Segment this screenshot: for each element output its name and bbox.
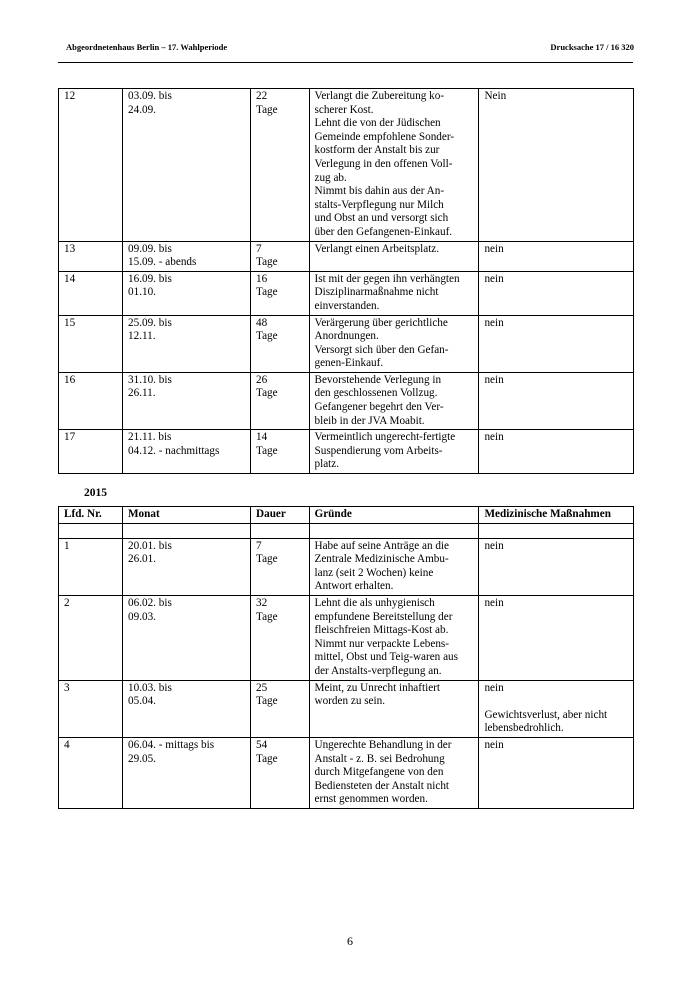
cell-gruende-line: über den Gefangenen-Einkauf. [314,225,453,238]
table-row [59,538,634,595]
cell-lfd-nr: 17 [59,430,123,474]
cell-gruende-line: Gemeinde empfohlene Sonder- [314,130,455,143]
cell-lfd-nr: 15 [59,315,123,372]
cell-dauer [251,737,309,808]
cell-gruende-line: Habe auf seine Anträge an die [314,539,450,552]
cell-gruende-line: scherer Kost. [314,103,374,116]
cell-dauer-line: Tage [256,553,278,566]
cell-monat-line: 21.11. bis [128,431,172,444]
cell-dauer-line: 22 [256,90,268,102]
header-lfd-nr: Lfd. Nr. [59,507,123,524]
cell-monat-line: 29.05. [128,752,156,765]
cell-massnahmen-line: nein [484,681,504,694]
cell-dauer [251,372,309,429]
cell-monat-line: 10.03. bis [128,681,172,694]
cell-gruende-line: Meint, zu Unrecht inhaftiert [314,681,441,694]
cell-gruende-line: Suspendierung vom Arbeits- [314,444,443,457]
cell-gruende-line: Lehnt die als unhygienisch [314,596,435,609]
cell-gruende-line: Bevorstehende Verlegung in [314,373,442,386]
cell-dauer [251,538,309,595]
cell-monat-line: 01.10. [128,286,156,299]
cell-monat-line: 06.02. bis [128,596,172,609]
cell-gruende-line: einverstanden. [314,299,380,312]
cell-gruende-line: Versorgt sich über den Gefan- [314,343,449,356]
cell-massnahmen [479,737,634,808]
cell-monat-line: 12.11. [128,330,156,343]
page-number: 6 [347,934,353,948]
header-left: Abgeordnetenhaus Berlin – 17. Wahlperiode [66,42,228,52]
cell-monat-line: 24.09. [128,103,156,116]
table-2014-continued [58,88,634,474]
cell-massnahmen-line [484,695,628,709]
cell-dauer [251,241,309,271]
header-dauer: Dauer [251,507,309,524]
cell-lfd-nr: 12 [59,89,123,242]
cell-lfd-nr: 16 [59,372,123,429]
header-rule [58,62,633,63]
cell-dauer-line: 7 [256,539,262,552]
cell-dauer-line: Tage [256,256,278,269]
cell-gruende-line: und Obst an und versorgt sich [314,212,449,225]
cell-monat-line: 04.12. - nachmittags [128,444,220,457]
table-row [59,315,634,372]
cell-monat-line: 09.09. bis [128,242,172,255]
cell-gruende [309,271,479,315]
cell-monat [123,315,251,372]
table-2015 [58,506,634,809]
cell-massnahmen: nein [479,315,634,372]
cell-massnahmen: nein [479,271,634,315]
cell-gruende [309,89,479,242]
cell-massnahmen [479,680,634,737]
cell-monat-line: 06.04. - mittags bis [128,738,215,751]
cell-gruende-line: fleischfreien Mittags-Kost ab. [314,624,449,637]
cell-monat [123,538,251,595]
cell-gruende-line: Nimmt nur verpackte Lebens- [314,637,450,650]
header-gruende: Gründe [309,507,479,524]
cell-gruende-line: Verlangt einen Arbeitsplatz. [314,242,440,255]
cell-dauer-line: Tage [256,610,278,623]
cell-gruende-line: Ungerechte Behandlung in der [314,738,452,751]
cell-monat-line: 09.03. [128,610,156,623]
header-spacer-row [59,523,634,538]
cell-gruende-line: kostform der Anstalt bis zur [314,144,440,157]
cell-gruende-line: lanz (seit 2 Wochen) keine [314,566,434,579]
cell-gruende-line: Ist mit der gegen ihn verhängten [314,272,460,285]
cell-gruende-line: genen-Einkauf. [314,357,384,370]
cell-gruende-line: zug ab. [314,171,347,184]
cell-gruende-line: Antwort erhalten. [314,580,394,593]
cell-gruende-line: den geschlossenen Vollzug. [314,387,438,400]
cell-gruende-line: Lehnt die von der Jüdischen [314,117,441,130]
cell-lfd-nr: 3 [59,680,123,737]
cell-massnahmen: Nein [479,89,634,242]
cell-monat-line: 03.09. bis [128,90,172,102]
cell-lfd-nr: 4 [59,737,123,808]
cell-gruende-line: worden zu sein. [314,695,386,708]
table-row [59,595,634,680]
cell-lfd-nr: 13 [59,241,123,271]
cell-gruende-line: der Anstalts-verpflegung an. [314,664,442,677]
cell-gruende [309,372,479,429]
cell-massnahmen: nein [479,430,634,474]
cell-dauer-line: Tage [256,752,278,765]
cell-monat [123,241,251,271]
cell-gruende-line: ernst genommen worden. [314,793,428,806]
cell-gruende-line: mittel, Obst und Teig-waren aus [314,651,458,664]
cell-monat-line: 15.09. - abends [128,256,197,269]
header-monat: Monat [123,507,251,524]
cell-gruende-line: Zentrale Medizinische Ambu- [314,553,449,566]
cell-gruende-line: stalts-Verpflegung nur Milch [314,198,444,211]
cell-monat [123,271,251,315]
cell-gruende [309,430,479,474]
cell-gruende-line: empfundene Bereitstellung der [314,610,453,623]
header-right: Drucksache 17 / 16 320 [550,42,634,52]
cell-dauer [251,89,309,242]
table-row [59,430,634,474]
cell-monat-line: 25.09. bis [128,316,172,329]
cell-massnahmen: nein [479,372,634,429]
cell-gruende-line: Gefangener begehrt den Ver- [314,401,444,414]
cell-gruende-line: durch Mitgefangene von den [314,766,444,779]
table-row [59,241,634,271]
cell-massnahmen-line: nein [484,539,504,552]
cell-dauer [251,271,309,315]
cell-lfd-nr: 2 [59,595,123,680]
cell-dauer-line: Tage [256,444,278,457]
cell-gruende [309,538,479,595]
cell-monat-line: 20.01. bis [128,539,172,552]
cell-monat-line: 16.09. bis [128,272,172,285]
cell-monat-line: 31.10. bis [128,373,172,386]
table-header-row [59,507,634,524]
cell-dauer-line: 32 [256,596,268,609]
cell-gruende-line: Bediensteten der Anstalt nicht [314,779,450,792]
cell-monat-line: 26.11. [128,387,156,400]
cell-monat-line: 26.01. [128,553,156,566]
cell-dauer-line: 48 [256,316,268,329]
cell-dauer-line: Tage [256,387,278,400]
header-massnahmen: Medizinische Maßnahmen [479,507,634,524]
cell-monat [123,680,251,737]
cell-monat [123,737,251,808]
cell-massnahmen [479,595,634,680]
cell-dauer [251,315,309,372]
cell-monat [123,430,251,474]
table-row [59,737,634,808]
cell-gruende-line: Vermeintlich ungerecht-fertigte [314,431,456,444]
cell-massnahmen-line: nein [484,738,504,751]
cell-gruende-line: platz. [314,458,340,471]
cell-gruende-line: Anstalt - z. B. sei Bedrohung [314,752,445,765]
cell-dauer-line: 16 [256,272,268,285]
table-row [59,89,634,242]
table-row [59,271,634,315]
cell-massnahmen-line: lebensbedrohlich. [484,722,564,735]
cell-dauer-line: Tage [256,330,278,343]
cell-monat [123,595,251,680]
cell-lfd-nr: 1 [59,538,123,595]
page-header [66,42,634,62]
year-heading: 2015 [84,487,107,499]
cell-monat-line: 05.04. [128,695,156,708]
cell-dauer-line: Tage [256,286,278,299]
cell-gruende [309,595,479,680]
cell-monat [123,372,251,429]
cell-gruende-line: bleib in der JVA Moabit. [314,414,425,427]
cell-gruende-line: Anordnungen. [314,330,379,343]
cell-monat [123,89,251,242]
cell-gruende-line: Verlegung in den offenen Voll- [314,157,453,170]
cell-gruende-line: Verlangt die Zubereitung ko- [314,90,445,102]
cell-dauer [251,680,309,737]
cell-dauer-line: 25 [256,681,268,694]
cell-gruende-line: Nimmt bis dahin aus der An- [314,185,445,198]
cell-gruende-line: Verärgerung über gerichtliche [314,316,448,329]
table-row [59,680,634,737]
table-row [59,372,634,429]
cell-dauer-line: Tage [256,103,278,116]
cell-dauer [251,595,309,680]
cell-lfd-nr: 14 [59,271,123,315]
cell-dauer-line: 14 [256,431,268,444]
cell-gruende [309,241,479,271]
cell-dauer [251,430,309,474]
cell-gruende [309,315,479,372]
cell-dauer-line: 54 [256,738,268,751]
cell-gruende [309,737,479,808]
cell-massnahmen-line: nein [484,596,504,609]
cell-massnahmen: nein [479,241,634,271]
cell-dauer-line: Tage [256,695,278,708]
cell-massnahmen [479,538,634,595]
cell-massnahmen-line: Gewichtsverlust, aber nicht [484,708,608,721]
cell-dauer-line: 26 [256,373,268,386]
cell-gruende-line: Disziplinarmaßnahme nicht [314,286,439,299]
cell-dauer-line: 7 [256,242,262,255]
cell-gruende [309,680,479,737]
